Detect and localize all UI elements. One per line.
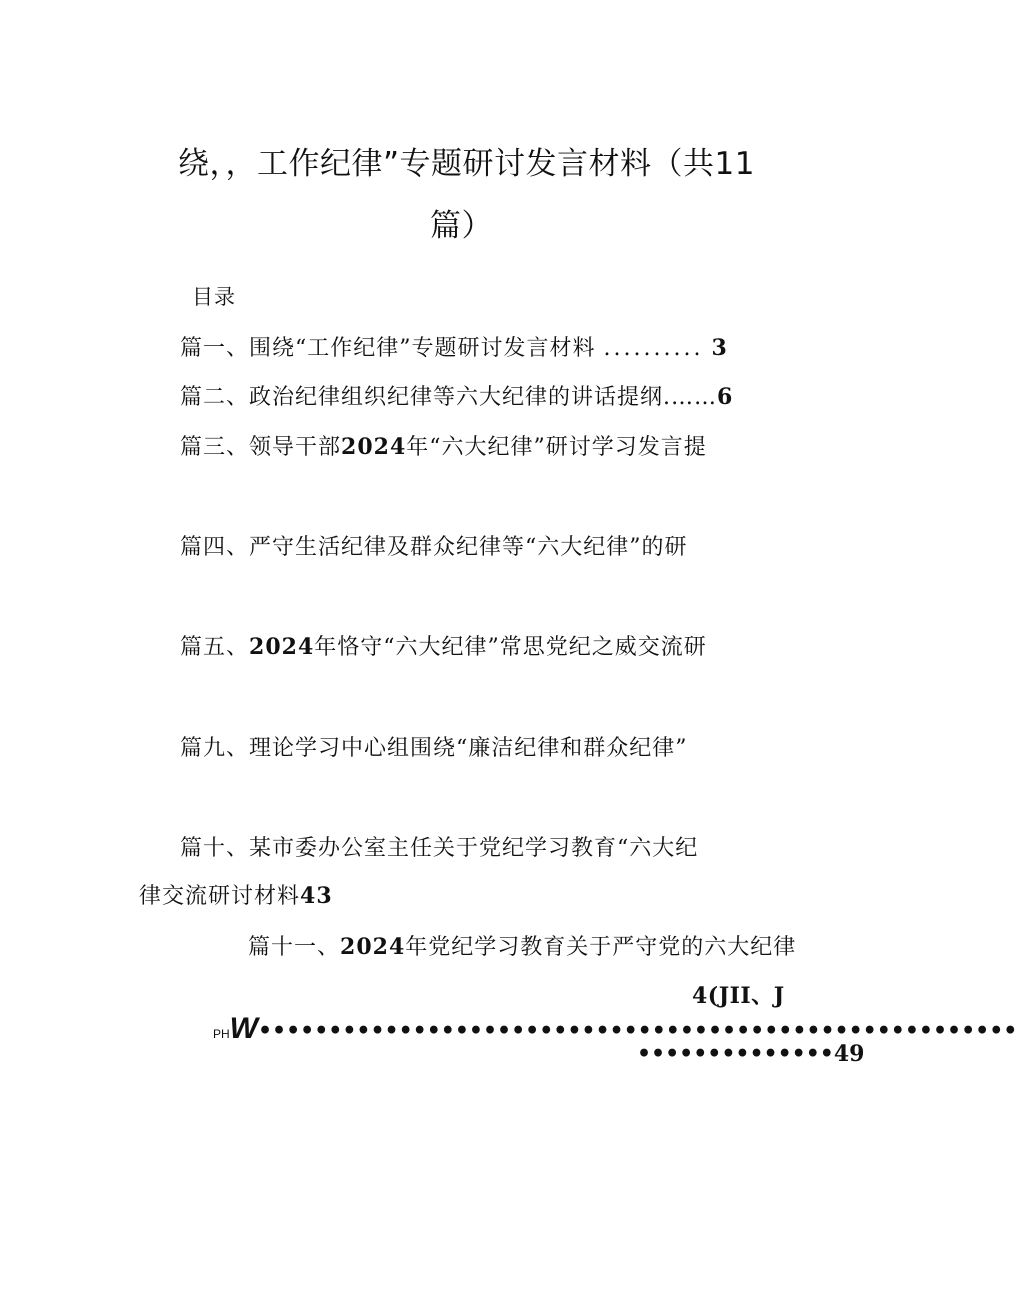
document-title-line-2: 篇） bbox=[430, 208, 493, 244]
toc-entry-10-continuation-text: 律交流研讨材料 bbox=[139, 884, 301, 909]
toc-entry-11[interactable] bbox=[248, 930, 796, 961]
document-title-line-1: 绕，，工作纪律”专题研讨发言材料（共11 bbox=[178, 146, 756, 182]
toc-entry-11-text: 篇十一、 bbox=[248, 935, 341, 960]
toc-entry-1-text: 篇一、围绕“工作纪律”专题研讨发言材料 bbox=[180, 336, 596, 361]
toc-entry-11-dots-2: •••••••••••••• bbox=[637, 1041, 834, 1067]
toc-entry-1[interactable] bbox=[180, 331, 728, 362]
toc-entry-11-suffix: 年党纪学习教育关于严守党的六大纪律 bbox=[405, 935, 797, 960]
toc-entry-10-text: 篇十、某市委办公室主任关于党纪学习教育“六大纪 bbox=[180, 836, 699, 861]
toc-heading: 目录 bbox=[192, 285, 236, 309]
toc-entry-11-garbled-text: 4(JII、J bbox=[692, 983, 785, 1009]
toc-entry-5[interactable] bbox=[180, 630, 707, 661]
toc-entry-11-leader-line-1 bbox=[213, 1012, 1017, 1046]
toc-entry-4[interactable] bbox=[180, 530, 688, 561]
toc-entry-9-text: 篇九、理论学习中心组围绕“廉洁纪律和群众纪律” bbox=[180, 736, 688, 761]
toc-entry-3[interactable] bbox=[180, 430, 707, 461]
toc-entry-2-page: 6 bbox=[717, 384, 734, 410]
toc-entry-5-text: 篇五、 bbox=[180, 635, 250, 660]
toc-entry-11-ph-mark: PH bbox=[213, 1027, 230, 1041]
toc-entry-2-text: 篇二、政治纪律组织纪律等六大纪律的讲话提纲. bbox=[180, 385, 671, 410]
toc-entry-2[interactable] bbox=[180, 380, 733, 411]
toc-entry-9[interactable] bbox=[180, 731, 688, 762]
toc-entry-11-w-mark: W bbox=[229, 1012, 258, 1045]
toc-entry-1-page: 3 bbox=[711, 335, 728, 361]
toc-entry-2-leader: …… bbox=[671, 385, 717, 410]
toc-entry-10[interactable] bbox=[180, 831, 698, 862]
toc-entry-5-suffix: 年恪守“六大纪律”常思党纪之威交流研 bbox=[314, 635, 707, 660]
toc-entry-1-leader: .......... bbox=[603, 336, 704, 361]
toc-entry-10-continuation[interactable] bbox=[139, 879, 333, 910]
toc-entry-4-text: 篇四、严守生活纪律及群众纪律等“六大纪律”的研 bbox=[180, 535, 688, 560]
toc-entry-11-leader-line-2 bbox=[637, 1041, 865, 1067]
toc-entry-11-dots-1: •••••••••••••••••••••••••••••••••••••••••••••••••••••• bbox=[258, 1018, 1017, 1044]
toc-entry-11-page: 49 bbox=[833, 1041, 865, 1067]
toc-entry-5-year: 2024 bbox=[249, 634, 315, 660]
toc-entry-3-suffix: 年“六大纪律”研讨学习发言提 bbox=[406, 435, 707, 460]
toc-entry-3-year: 2024 bbox=[341, 434, 407, 460]
toc-entry-11-year: 2024 bbox=[340, 934, 406, 960]
toc-entry-3-text: 篇三、领导干部 bbox=[180, 435, 342, 460]
toc-entry-10-page: 43 bbox=[300, 883, 333, 909]
